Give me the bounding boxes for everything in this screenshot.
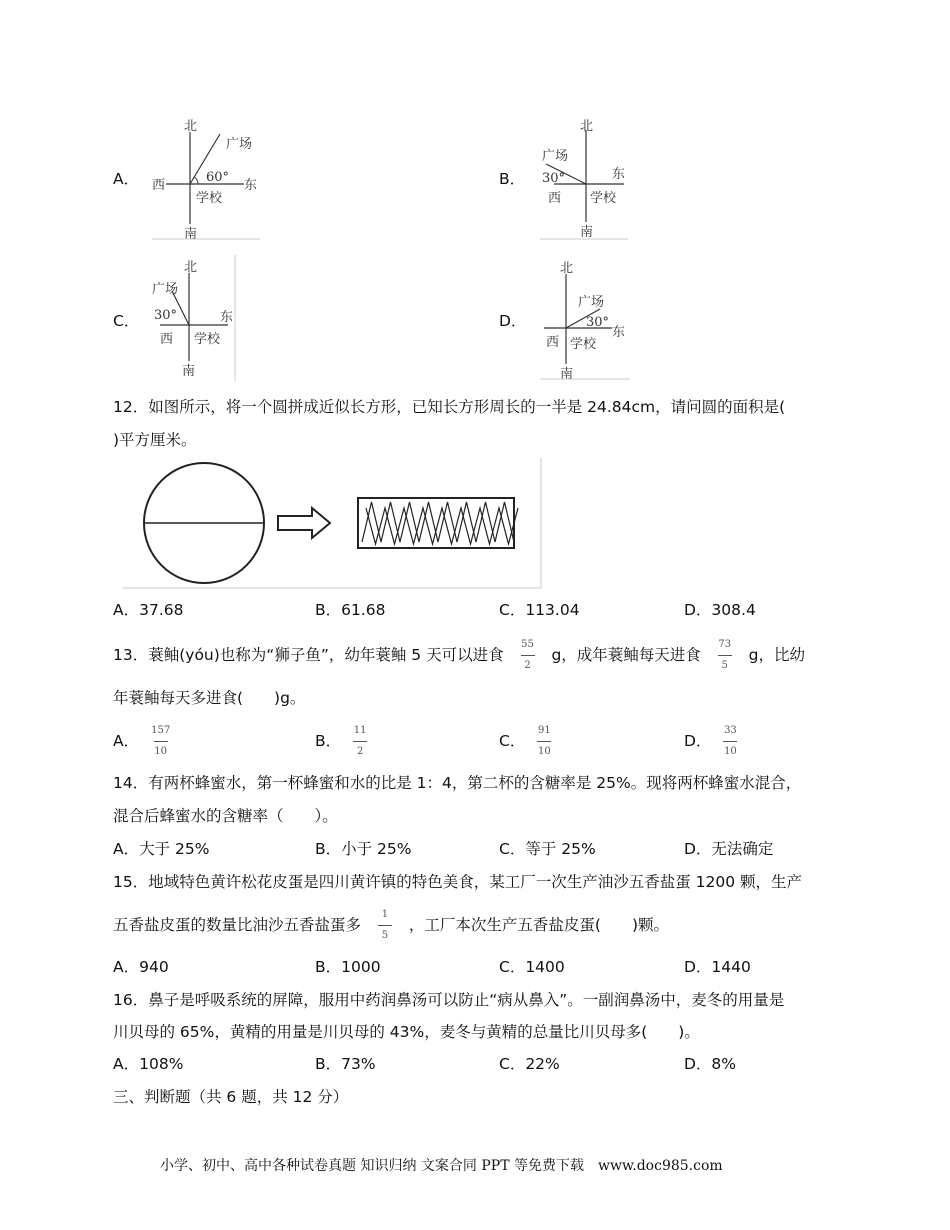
q13-fraction-1 [521, 639, 535, 672]
q14-line1: 14．有两杯蜂蜜水，第一杯蜂蜜和水的比是 1：4，第二杯的含糖率是 25%。现将两杯蜂蜜水混合， [113, 774, 802, 792]
svg-text:学校: 学校 [196, 191, 223, 206]
svg-text:广场: 广场 [226, 137, 253, 152]
q13-line2: 年蓑鲉每天多进食( )g。 [113, 689, 306, 707]
svg-text:60°: 60° [206, 170, 230, 185]
q13-text-3: g，比幼 [748, 646, 806, 664]
numerator: 55 [521, 639, 534, 650]
q13-option-c [499, 722, 563, 760]
q11-option-c-label: C． [113, 312, 140, 330]
svg-text:东: 东 [220, 310, 234, 325]
q15-option-c: C．1400 [499, 958, 565, 976]
q13-fraction-2 [718, 639, 732, 672]
q11-option-d-label: D． [499, 312, 527, 330]
svg-text:南: 南 [560, 367, 574, 382]
denominator: 2 [524, 660, 531, 671]
q11-option-c-diagram [150, 255, 240, 381]
q16-option-c: C．22% [499, 1055, 560, 1073]
denominator: 10 [537, 746, 551, 757]
q14-option-c: C．等于 25% [499, 840, 596, 858]
q13-text-2: g，成年蓑鲉每天进食 [551, 646, 701, 664]
q12-option-c: C．113.04 [499, 601, 580, 619]
q15-text-1: 五香盐皮蛋的数量比油沙五香盐蛋多 [113, 916, 362, 934]
q11-option-b-label: B． [499, 170, 526, 188]
denominator: 10 [154, 746, 168, 757]
q16-option-b: B．73% [315, 1055, 376, 1073]
svg-text:南: 南 [580, 225, 594, 240]
q12-circle-rectangle-figure [122, 458, 544, 590]
q12-option-b: B．61.68 [315, 601, 386, 619]
svg-text:西: 西 [152, 178, 166, 193]
q13-option-d [684, 722, 749, 760]
q15-fraction [378, 909, 392, 942]
q16-line1: 16．鼻子是呼吸系统的屏障，服用中药润鼻汤可以防止“病从鼻入”。一副润鼻汤中，麦冬的用量是 [113, 991, 785, 1009]
numerator: 73 [718, 639, 732, 650]
svg-text:30°: 30° [154, 308, 178, 323]
q16-option-d: D．8% [684, 1055, 737, 1073]
q15-option-b: B．1000 [315, 958, 381, 976]
svg-text:北: 北 [580, 119, 594, 134]
svg-text:北: 北 [560, 261, 574, 276]
q11-option-d-diagram [540, 258, 632, 382]
q15-text-2: ，工厂本次生产五香盐皮蛋( )颗。 [408, 916, 669, 934]
option-letter: D． [684, 732, 712, 750]
svg-text:30°: 30° [586, 315, 610, 330]
arrow-right-icon [278, 508, 330, 538]
q12-option-a: A．37.68 [113, 601, 184, 619]
option-fraction [723, 725, 737, 758]
q13-option-b [315, 722, 379, 760]
q15-option-a: A．940 [113, 958, 169, 976]
numerator: 91 [537, 725, 551, 736]
q16-line2: 川贝母的 65%，黄精的用量是川贝母的 43%，麦冬与黄精的总量比川贝母多( )。 [113, 1023, 700, 1041]
svg-text:西: 西 [548, 191, 562, 206]
option-letter: B． [315, 732, 342, 750]
svg-text:学校: 学校 [194, 332, 221, 347]
denominator: 5 [721, 660, 728, 671]
svg-text:广场: 广场 [578, 295, 605, 310]
q11-option-a-diagram [152, 118, 262, 240]
svg-text:30°: 30° [542, 171, 566, 186]
q13-line1 [113, 638, 805, 672]
svg-text:西: 西 [546, 335, 560, 350]
option-letter: C． [499, 732, 526, 750]
denominator: 2 [356, 746, 364, 757]
q14-option-d: D．无法确定 [684, 840, 774, 858]
q15-line1: 15．地域特色黄许松花皮蛋是四川黄许镇的特色美食，某工厂一次生产油沙五香盐蛋 1200 颗，生产 [113, 873, 803, 891]
q12-line2: )平方厘米。 [113, 431, 197, 449]
option-fraction [537, 725, 551, 758]
svg-text:广场: 广场 [542, 149, 569, 164]
q13-option-a [113, 722, 182, 760]
section-3-heading: 三、判断题（共 6 题，共 12 分） [113, 1088, 349, 1106]
q15-option-d: D．1440 [684, 958, 751, 976]
svg-text:广场: 广场 [152, 282, 179, 297]
q11-option-a-label: A． [113, 170, 140, 188]
q15-line2 [113, 908, 669, 942]
option-fraction [353, 725, 367, 758]
svg-text:南: 南 [182, 364, 196, 379]
svg-text:北: 北 [184, 119, 198, 134]
svg-text:东: 东 [244, 178, 258, 193]
denominator: 5 [381, 930, 389, 941]
svg-text:东: 东 [612, 167, 626, 182]
svg-text:南: 南 [184, 227, 198, 240]
svg-text:学校: 学校 [590, 191, 617, 206]
option-letter: A． [113, 732, 140, 750]
footer-text: 小学、初中、高中各种试卷真题 知识归纳 文案合同 PPT 等免费下载 www.doc985.com [160, 1158, 723, 1174]
q12-line1: 12．如图所示，将一个圆拼成近似长方形，已知长方形周长的一半是 24.84cm，请问圆的面积是( [113, 398, 786, 416]
q11-option-b-diagram [540, 118, 630, 240]
numerator: 157 [151, 725, 171, 736]
svg-text:东: 东 [612, 325, 626, 340]
denominator: 10 [724, 746, 737, 757]
option-fraction [151, 725, 170, 758]
q12-option-d: D．308.4 [684, 601, 756, 619]
q14-option-b: B．小于 25% [315, 840, 412, 858]
svg-text:学校: 学校 [570, 337, 597, 352]
numerator: 1 [381, 909, 389, 920]
numerator: 33 [724, 725, 737, 736]
svg-text:北: 北 [184, 260, 198, 275]
q13-text-1: 13．蓑鲉(yóu)也称为“狮子鱼”，幼年蓑鲉 5 天可以进食 [113, 646, 504, 664]
q14-option-a: A．大于 25% [113, 840, 210, 858]
q16-option-a: A．108% [113, 1055, 184, 1073]
q14-line2: 混合后蜂蜜水的含糖率（ ）。 [113, 807, 338, 825]
svg-text:西: 西 [160, 332, 174, 347]
numerator: 11 [353, 725, 367, 736]
